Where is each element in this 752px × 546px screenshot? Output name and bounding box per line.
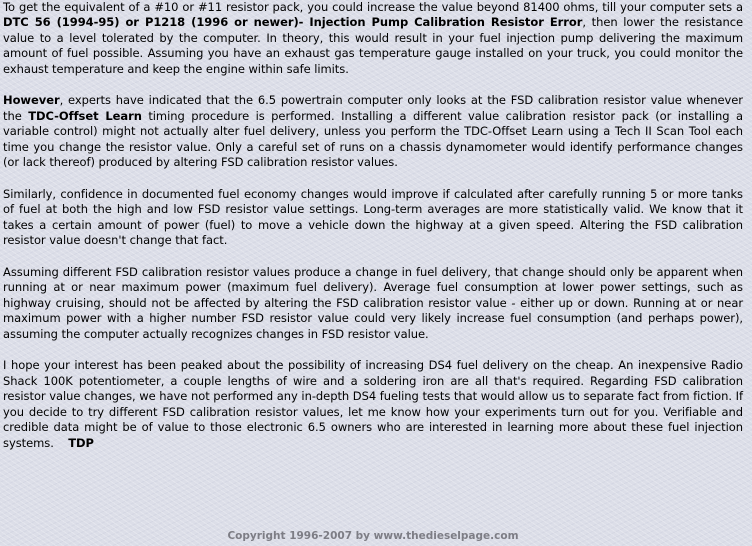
paragraph-conclusion bbox=[3, 358, 743, 451]
tdc-offset-learn-bold: TDC-Offset Learn bbox=[28, 108, 142, 123]
paragraph-fuel-delivery: Assuming different FSD calibration resistor values produce a change in fuel delivery, that change should only be apparent when running at or near maximum power (maximum fuel delivery). Average fuel consumption at lower power settings, such as highway cruising, should not be affected by altering the FSD calibration resistor value - either up or down. Running at or near maximum power with a higher number FSD resistor value could very likely increase fuel consumption (and perhaps power), assuming the computer actually recognizes changes in FSD resistor value. bbox=[3, 264, 743, 341]
dtc-code-bold: DTC 56 (1994-95) or P1218 (1996 or newer)- Injection Pump Calibration Resistor Error bbox=[3, 15, 583, 29]
paragraph-text: , then lower the resistance value to a level tolerated by the computer. In theory, this would result in your fuel injection pump delivering the maximum amount of fuel possible. Assuming you have an exhaust gas temperature gauge installed on your truck, you could monitor the exhaust temperature and keep the engine within safe limits. bbox=[3, 15, 743, 76]
author-signature: TDP bbox=[68, 435, 94, 450]
paragraph-text: , experts have indicated that the 6.5 powertrain computer only looks at the FSD calibration resistor value whenever the bbox=[3, 93, 743, 123]
paragraph-text: To get the equivalent of a #10 or #11 resistor pack, you could increase the value beyond 81400 ohms, till your computer sets a bbox=[3, 0, 743, 14]
copyright-footer: Copyright 1996-2007 by www.thedieselpage.com bbox=[227, 529, 519, 542]
paragraph-text: timing procedure is performed. Installing a different value calibration resistor pack (or installing a variable control) might not actually alter fuel delivery, unless you perform the TDC-Offset Learn using a Tech II Scan Tool each time you change the resistor value. Only a careful set of runs on a chassis dynamometer would identify performance changes (or lack thereof) produced by altering FSD calibration resistor values. bbox=[3, 108, 743, 169]
paragraph-however bbox=[3, 93, 743, 171]
paragraph-fuel-economy: Similarly, confidence in documented fuel economy changes would improve if calculated after carefully running 5 or more tanks of fuel at both the high and low FSD resistor value settings. Long-term averages are more statistically valid. We know that it takes a certain amount of power (fuel) to move a vehicle down the highway at a given speed. Altering the FSD calibration resistor value doesn't change that fact. bbox=[3, 186, 743, 247]
paragraph-text: I hope your interest has been peaked about the possibility of increasing DS4 fuel delivery on the cheap. An inexpensive Radio Shack 100K potentiometer, a couple lengths of wire and a soldering iron are all that's required. Regarding FSD calibration resistor value changes, we have not performed any in-depth DS4 fueling tests that would allow us to separate fact from fiction. If you decide to try different FSD calibration resistor values, let me know how your experiments turn out for you. Verifiable and credible data might be of value to those electronic 6.5 owners who are interested in learning more about these fuel injection systems. bbox=[3, 358, 743, 450]
paragraph-resistor-equivalent bbox=[3, 0, 743, 77]
however-bold: However bbox=[3, 93, 60, 107]
